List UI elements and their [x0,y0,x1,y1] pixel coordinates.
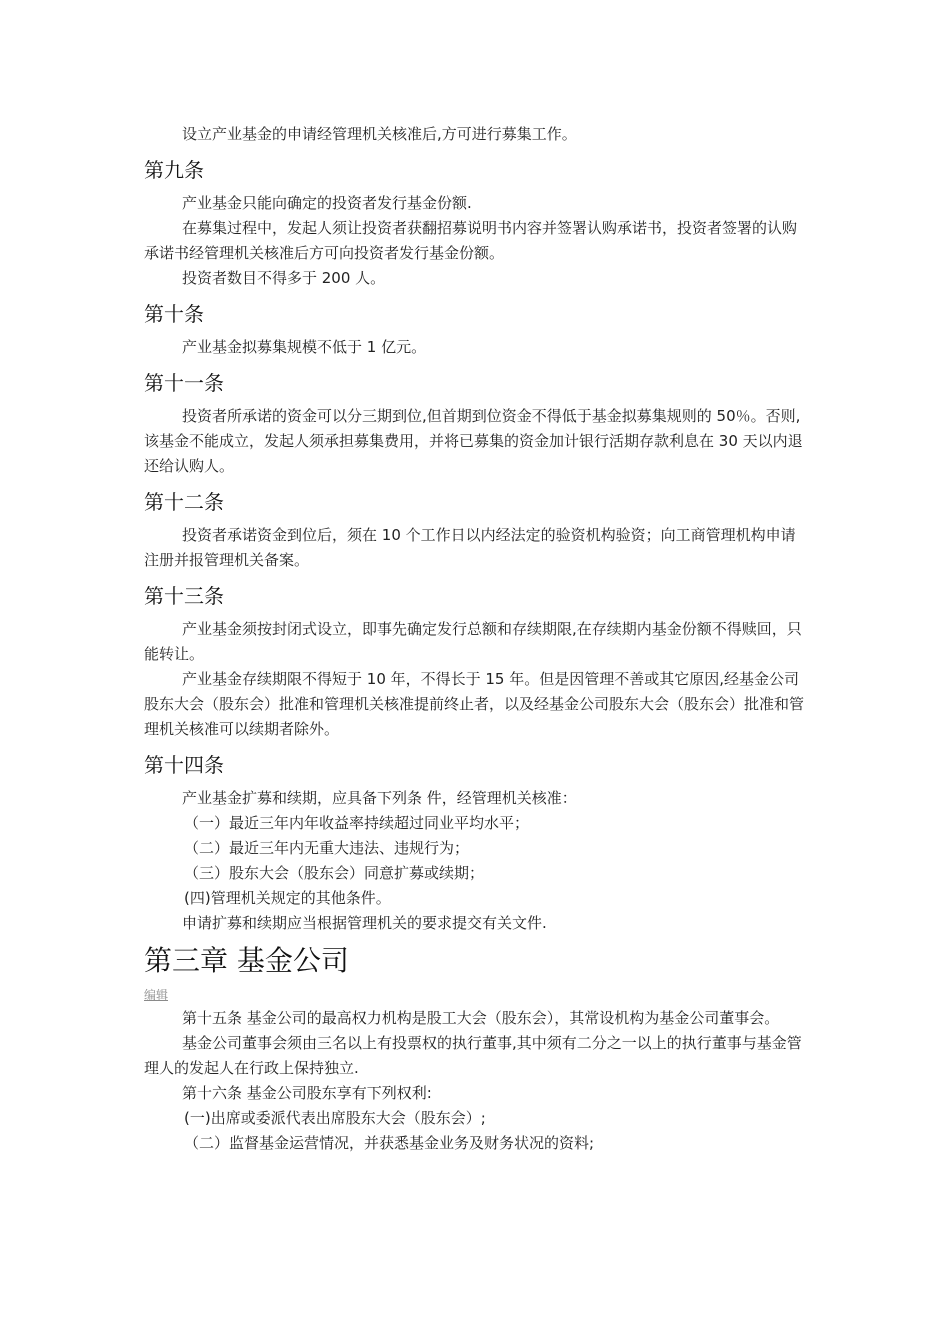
article-16-right-1: (一)出席或委派代表出席股东大会（股东会）; [184,1109,486,1127]
article-9-paragraph-1: 产业基金只能向确定的投资者发行基金份额. [182,194,472,212]
article-14-condition-2: （二）最近三年内无重大违法、违规行为； [184,839,470,857]
article-14-heading: 第十四条 [144,753,224,777]
article-16-right-2: （二）监督基金运营情况，并获悉基金业务及财务状况的资料; [184,1134,595,1152]
paragraph-setup-approval: 设立产业基金的申请经管理机关核准后,方可进行募集工作。 [182,125,577,143]
article-16-paragraph: 第十六条 基金公司股东享有下列权利: [182,1084,432,1102]
article-11-heading: 第十一条 [144,371,224,395]
article-14-condition-1: （一）最近三年内年收益率持续超过同业平均水平； [184,814,530,832]
article-11-paragraph-1: 投资者所承诺的资金可以分三期到位,但首期到位资金不得低于基金拟募集规则的 50％。否则,该基金不能成立，发起人须承担募集费用，并将已募集的资金加计银行活期存款利息在 30 天以内退还给认购人。 [144,407,803,475]
article-15-paragraph: 第十五条 基金公司的最高权力机构是股工大会（股东会），其常设机构为基金公司董事会。 [182,1009,780,1027]
article-12-paragraph-1: 投资者承诺资金到位后，须在 10 个工作日以内经法定的验资机构验资；向工商管理机构申请注册并报管理机关备案。 [144,526,796,569]
article-13-paragraph-2: 产业基金存续期限不得短于 10 年，不得长于 15 年。但是因管理不善或其它原因,经基金公司股东大会（股东会）批准和管理机关核准提前终止者，以及经基金公司股东大会（股东会）批准和管理机关核准可以续期者除外。 [144,670,805,738]
article-14-paragraph-1: 产业基金扩募和续期，应具备下列条 件，经管理机关核准： [182,789,577,807]
article-14-condition-4: (四)管理机关规定的其他条件。 [184,889,391,907]
article-10-paragraph-1: 产业基金拟募集规模不低于 1 亿元。 [182,338,427,356]
article-9-paragraph-2: 在募集过程中，发起人须让投资者获翻招募说明书内容并签署认购承诺书，投资者签署的认购承诺书经管理机关核准后方可向投资者发行基金份额。 [144,219,798,262]
chapter-3-heading: 第三章 基金公司 [144,944,349,977]
article-12-heading: 第十二条 [144,490,224,514]
article-13-heading: 第十三条 [144,584,224,608]
article-10-heading: 第十条 [144,302,204,326]
article-9-paragraph-3: 投资者数目不得多于 200 人。 [182,269,386,287]
article-14-condition-3: （三）股东大会（股东会）同意扩募或续期； [184,864,485,882]
article-13-paragraph-1: 产业基金须按封闭式设立，即事先确定发行总额和存续期限,在存续期内基金份额不得赎回，只能转让。 [144,620,802,663]
edit-link[interactable]: 编辑 [144,988,169,1002]
article-14-paragraph-2: 申请扩募和续期应当根据管理机关的要求提交有关文件. [182,914,547,932]
article-9-heading: 第九条 [144,158,204,182]
board-composition-paragraph: 基金公司董事会须由三名以上有投票权的执行董事,其中须有二分之一以上的执行董事与基金管理人的发起人在行政上保持独立. [144,1034,802,1077]
